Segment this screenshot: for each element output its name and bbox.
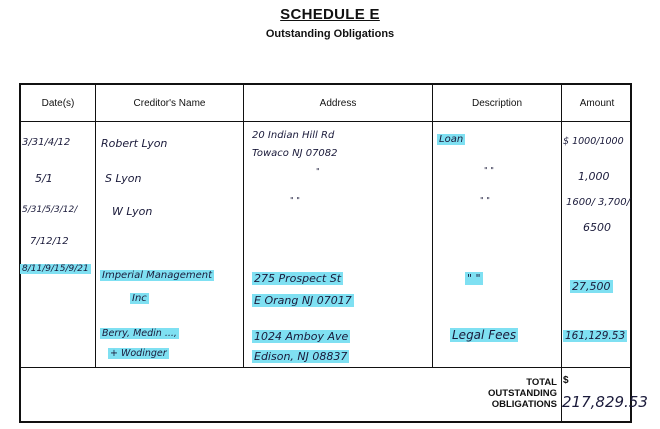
row-amount: 27,500 [572,280,611,293]
col-header-address: Address [319,98,357,109]
row-creditor-line2: + Wodinger [110,348,167,359]
row-address-line1: 1024 Amboy Ave [254,330,349,343]
row-date: 8/11/9/15/9/21 [22,264,89,274]
col-header-dates: Date(s) [41,98,75,109]
row-creditor: Imperial Management [102,270,213,281]
schedule-subtitle: Outstanding Obligations [265,28,395,40]
row-address-line1: 20 Indian Hill Rd [252,130,335,141]
row-amount: 161,129.53 [565,330,626,342]
row-creditor-line2: Inc [132,293,147,304]
total-label [488,377,557,410]
row-address-line1: " [316,167,320,176]
row-address-line2: E Orang NJ 07017 [254,294,352,307]
row-creditor: W Lyon [112,205,153,218]
row-description: " " [480,196,490,205]
row-creditor: Berry, Medin ..., [102,328,177,339]
col-header-amount: Amount [579,98,615,109]
row-date: 5/31/5/3/12/ [22,205,78,215]
col-divider [95,83,96,368]
row-address-line1: 275 Prospect St [254,272,342,285]
col-divider [561,83,562,368]
row-description: Legal Fees [452,328,517,342]
total-divider [19,367,632,368]
col-header-creditor: Creditor's Name [133,98,206,109]
row-description: " " [467,272,481,285]
row-date: 3/31/4/12 [22,137,71,148]
row-creditor: Robert Lyon [101,137,168,150]
col-divider [432,83,433,368]
row-description: Loan [439,134,464,145]
row-date: 7/12/12 [30,236,69,247]
total-label-line2: OUTSTANDING [488,388,557,399]
row-address-line1: " " [290,196,300,205]
row-creditor: S Lyon [105,172,142,185]
col-divider [243,83,244,368]
schedule-title: SCHEDULE E [280,6,380,23]
row-amount: $ 1000/1000 [563,136,624,147]
col-header-description: Description [471,98,523,109]
total-label-line1: TOTAL [526,377,557,388]
row-description: " " [484,166,494,175]
row-amount: 1600/ 3,700/ [566,197,630,208]
row-address-line2: Towaco NJ 07082 [252,148,338,159]
row-amount: 6500 [583,221,611,234]
row-amount: 1,000 [578,170,610,183]
header-divider [19,121,632,122]
total-dollar-sign: $ [563,375,569,386]
total-label-line3: OBLIGATIONS [491,399,557,410]
row-date: 5/1 [35,172,53,185]
total-value: 217,829.53 [562,393,648,411]
row-address-line2: Edison, NJ 08837 [254,350,348,363]
